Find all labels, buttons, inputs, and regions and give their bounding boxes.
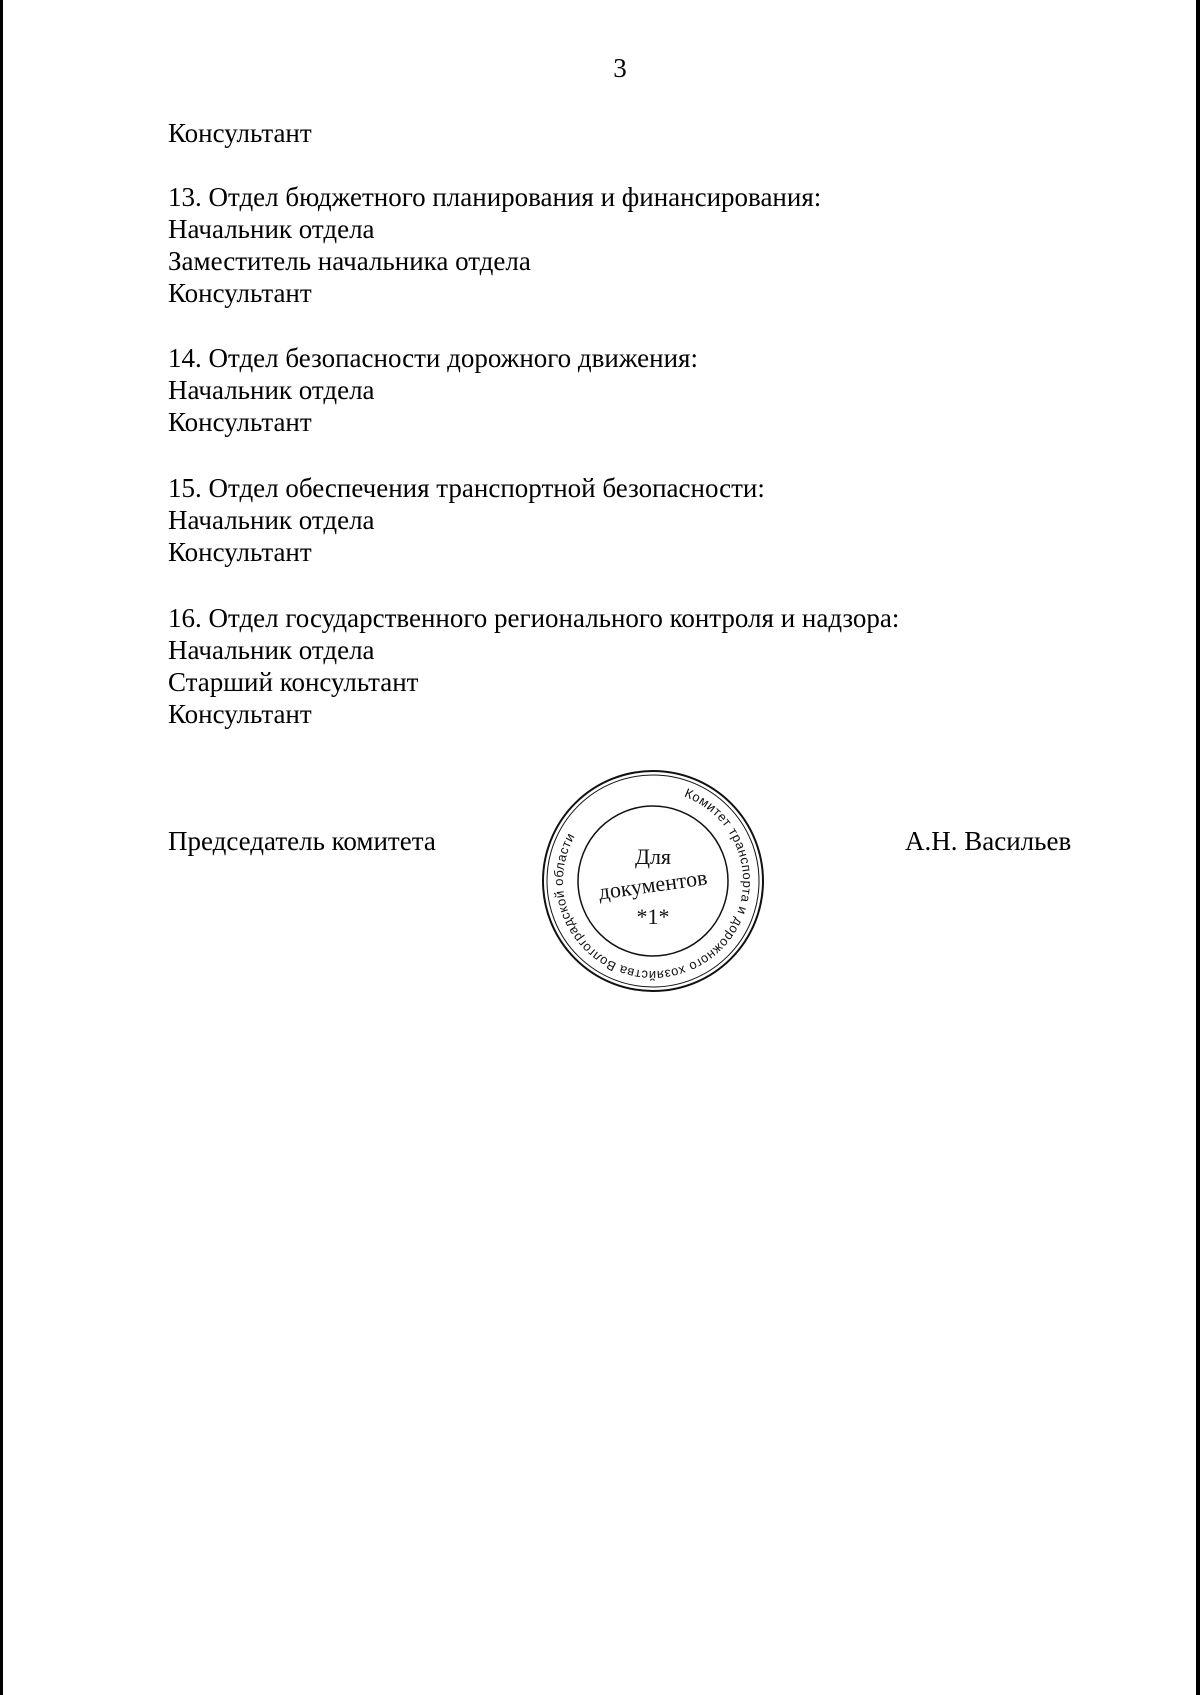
stamp-ring-text: Комитет транспорта и дорожного хозяйства Волгоградской области <box>550 785 756 984</box>
text-line: Заместитель начальника отдела <box>168 246 531 276</box>
text-line: Консультант <box>168 537 312 567</box>
stamp-center-line-1: Для <box>634 844 672 869</box>
signatory-role: Председатель комитета <box>168 826 436 856</box>
text-line: Начальник отдела <box>168 635 375 665</box>
stamp-center-line-3: *1* <box>636 904 670 929</box>
scan-edge-left <box>0 0 3 1695</box>
section-heading: 13. Отдел бюджетного планирования и финансирования: <box>168 182 822 212</box>
scan-edge-right <box>1196 0 1200 1695</box>
signatory-name: А.Н. Васильев <box>905 826 1072 856</box>
section-heading: 15. Отдел обеспечения транспортной безопасности: <box>168 473 765 503</box>
text-line: Консультант <box>168 278 312 308</box>
section-heading: 16. Отдел государственного регионального контроля и надзора: <box>168 603 900 633</box>
text-line: Консультант <box>168 118 312 148</box>
page-number: 3 <box>613 53 627 83</box>
stamp-center-line-2: документов <box>596 864 709 905</box>
official-stamp <box>538 766 768 996</box>
text-line: Консультант <box>168 699 312 729</box>
section-heading: 14. Отдел безопасности дорожного движения: <box>168 343 698 373</box>
text-line: Консультант <box>168 407 312 437</box>
text-line: Начальник отдела <box>168 375 375 405</box>
text-line: Начальник отдела <box>168 505 375 535</box>
text-line: Старший консультант <box>168 667 419 697</box>
text-line: Начальник отдела <box>168 214 375 244</box>
